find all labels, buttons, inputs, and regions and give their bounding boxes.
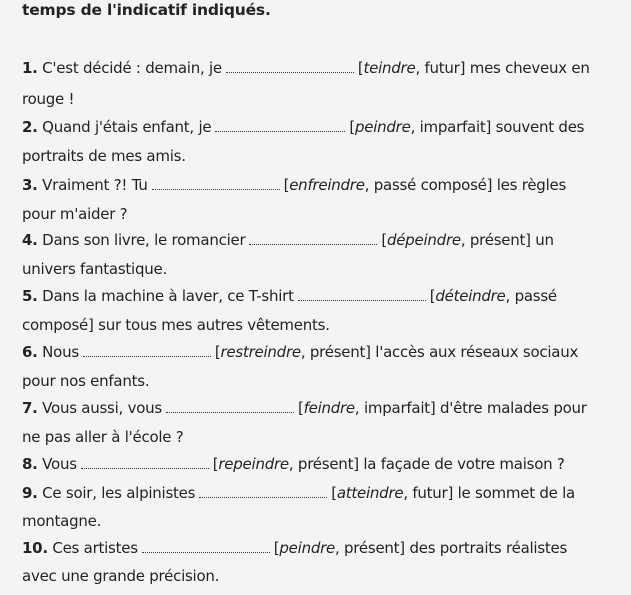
exercise-item-10-cont: avec une grande précision. <box>22 567 220 585</box>
item-number: 9. <box>22 484 38 502</box>
answer-blank-4[interactable] <box>249 234 377 245</box>
item-verb: déteindre <box>435 287 506 305</box>
item-prompt: Vous <box>42 455 77 473</box>
exercise-item-1: 1. C'est décidé : demain, je [teindre, futur] mes cheveux en <box>22 59 590 77</box>
exercise-item-7: 7. Vous aussi, vous [feindre, imparfait] d'être malades pour <box>22 399 587 417</box>
exercise-item-5-cont: composé] sur tous mes autres vêtements. <box>22 316 330 334</box>
item-prompt: Ces artistes <box>52 539 138 557</box>
answer-blank-2[interactable] <box>215 121 345 132</box>
item-number: 1. <box>22 59 38 77</box>
answer-blank-1[interactable] <box>226 62 354 73</box>
exercise-item-8: 8. Vous [repeindre, présent] la façade de votre maison ? <box>22 455 565 473</box>
item-rest: l'accès aux réseaux sociaux <box>370 343 579 361</box>
answer-blank-6[interactable] <box>83 346 211 357</box>
exercise-item-4-cont: univers fantastique. <box>22 260 167 278</box>
answer-blank-5[interactable] <box>298 290 426 301</box>
answer-blank-10[interactable] <box>142 542 270 553</box>
exercise-item-6: 6. Nous [restreindre, présent] l'accès aux réseaux sociaux <box>22 343 579 361</box>
item-tense: , futur] <box>415 59 466 77</box>
item-number: 7. <box>22 399 38 417</box>
exercise-item-2: 2. Quand j'étais enfant, je [peindre, imparfait] souvent des <box>22 118 585 136</box>
exercise-item-7-cont: ne pas aller à l'école ? <box>22 428 184 446</box>
item-number: 2. <box>22 118 38 136</box>
item-tense: , présent] <box>288 455 359 473</box>
exercise-item-1-cont: rouge ! <box>22 90 75 108</box>
item-prompt: Vous aussi, vous <box>42 399 162 417</box>
item-number: 8. <box>22 455 38 473</box>
item-number: 4. <box>22 231 38 249</box>
item-tense: , imparfait] <box>410 118 492 136</box>
item-tense: , présent] <box>300 343 371 361</box>
exercise-item-4: 4. Dans son livre, le romancier [dépeindre, présent] un <box>22 231 554 249</box>
item-verb: dépeindre <box>387 231 461 249</box>
item-rest: mes cheveux en <box>465 59 590 77</box>
exercise-item-9: 9. Ce soir, les alpinistes [atteindre, futur] le sommet de la <box>22 484 575 502</box>
exercise-item-3-cont: pour m'aider ? <box>22 205 128 223</box>
answer-blank-3[interactable] <box>152 179 280 190</box>
item-verb: atteindre <box>336 484 404 502</box>
item-verb: feindre <box>303 399 355 417</box>
item-verb: restreindre <box>220 343 301 361</box>
item-rest: un <box>530 231 554 249</box>
item-tense: , présent] <box>460 231 531 249</box>
answer-blank-7[interactable] <box>166 402 294 413</box>
item-tense: , présent] <box>335 539 405 557</box>
item-prompt: Dans son livre, le romancier <box>42 231 246 249</box>
item-prompt: Nous <box>42 343 79 361</box>
item-rest: le sommet de la <box>453 484 575 502</box>
answer-blank-8[interactable] <box>81 458 209 469</box>
item-tense: , futur] <box>403 484 454 502</box>
exercise-item-2-cont: portraits de mes amis. <box>22 147 186 165</box>
exercise-item-10: 10. Ces artistes [peindre, présent] des portraits réalistes <box>22 539 568 557</box>
page-title: temps de l'indicatif indiqués. <box>22 1 271 19</box>
item-verb: repeindre <box>218 455 289 473</box>
item-number: 10. <box>22 539 48 557</box>
item-rest: souvent des <box>491 118 585 136</box>
exercise-item-3: 3. Vraiment ?! Tu [enfreindre, passé composé] les règles <box>22 176 567 194</box>
item-number: 3. <box>22 176 38 194</box>
item-rest: la façade de votre maison ? <box>358 455 565 473</box>
item-verb: enfreindre <box>289 176 365 194</box>
item-prompt: Ce soir, les alpinistes <box>42 484 196 502</box>
exercise-item-9-cont: montagne. <box>22 512 102 530</box>
item-rest: des portraits réalistes <box>404 539 568 557</box>
item-prompt: C'est décidé : demain, je <box>42 59 222 77</box>
item-tense: , passé <box>505 287 557 305</box>
item-verb: peindre <box>354 118 411 136</box>
exercise-item-5: 5. Dans la machine à laver, ce T-shirt [déteindre, passé <box>22 287 557 305</box>
item-prompt: Vraiment ?! Tu <box>42 176 148 194</box>
item-rest: les règles <box>492 176 567 194</box>
item-number: 6. <box>22 343 38 361</box>
answer-blank-9[interactable] <box>199 487 327 498</box>
item-verb: peindre <box>279 539 335 557</box>
item-prompt: Dans la machine à laver, ce T-shirt <box>42 287 294 305</box>
item-rest: d'être malades pour <box>435 399 587 417</box>
item-verb: teindre <box>363 59 416 77</box>
exercise-item-6-cont: pour nos enfants. <box>22 372 150 390</box>
item-number: 5. <box>22 287 38 305</box>
item-tense: , passé composé] <box>364 176 493 194</box>
item-tense: , imparfait] <box>354 399 436 417</box>
item-prompt: Quand j'étais enfant, je <box>42 118 212 136</box>
